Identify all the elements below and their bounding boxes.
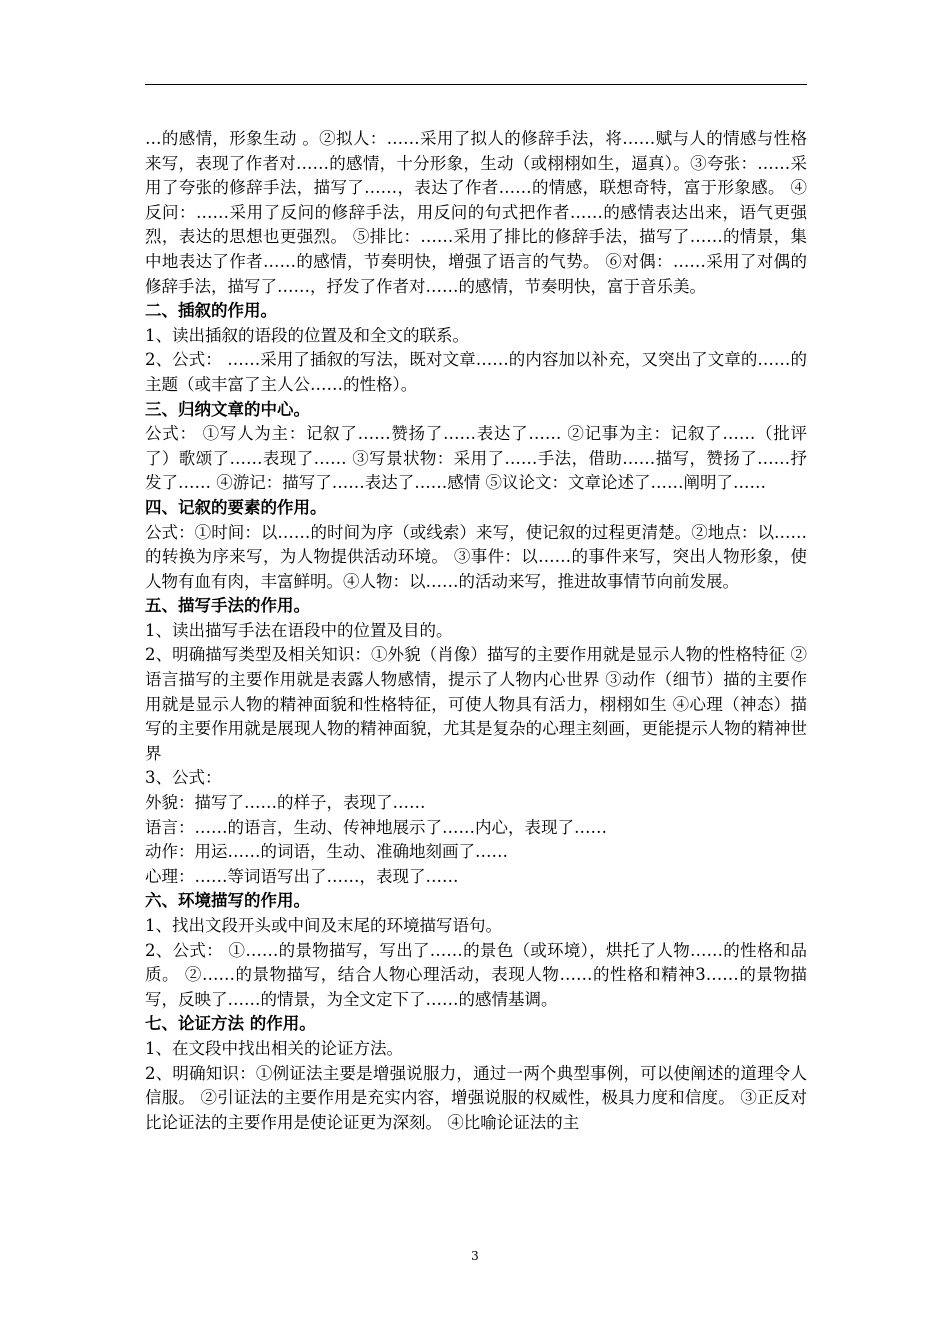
header-rule (145, 84, 807, 85)
paragraph-formula-language: 语言：……的语言，生动、传神地展示了……内心，表现了…… (145, 817, 607, 837)
heading-description-methods: 五、描写手法的作用。 (145, 596, 310, 616)
heading-narrative-elements: 四、记叙的要素的作用。 (145, 497, 327, 517)
heading-argument-methods: 七、论证方法 的作用。 (145, 1014, 316, 1034)
paragraph-flashback-formula: 2、公式： ……采用了插叙的写法，既对文章……的内容加以补充，又突出了文章的……的主题（或丰富了主人公……的性格）。 (145, 350, 807, 394)
paragraph-argument-step1: 1、在文段中找出相关的论证方法。 (145, 1038, 403, 1058)
page-number: 3 (471, 1249, 479, 1263)
paragraph-formula-appearance: 外貌：描写了……的样子，表现了…… (145, 793, 426, 813)
paragraph-description-step3: 3、公式： (145, 768, 222, 788)
paragraph-flashback-step1: 1、读出插叙的语段的位置及和全文的联系。 (145, 325, 469, 345)
heading-flashback: 二、插叙的作用。 (145, 301, 277, 321)
paragraph-formula-psychology: 心理：……等词语写出了……，表现了…… (145, 866, 459, 886)
paragraph-environment-step1: 1、找出文段开头或中间及末尾的环境描写语句。 (145, 916, 502, 935)
paragraph-description-step1: 1、读出描写手法在语段中的位置及目的。 (145, 620, 453, 640)
heading-environment: 六、环境描写的作用。 (145, 891, 310, 911)
heading-central-idea: 三、归纳文章的中心。 (145, 399, 310, 419)
paragraph-argument-step2: 2、明确知识：①例证法主要是增强说服力，通过一两个典型事例，可以使阐述的道理令人信服。 ②引证法的主要作用是充实内容，增强说服的权威性，极具力度和信度。 ③正反对比论证法的主要作用是使论证更为深刻。 ④比喻论证法的主 (145, 1063, 807, 1132)
page-body (145, 127, 807, 1135)
paragraph-rhetoric-continued: …的感情，形象生动 。②拟人：……采用了拟人的修辞手法，将……赋与人的情感与性格来写，表现了作者对……的感情，十分形象，生动（或栩栩如生，逼真）。③夸张：……采用了夸张的修辞手法，描写了……，表达了作者……的情感，联想奇特，富于形象感。 ④反问：……采用了反问的修辞手法，用反问的句式把作者……的感情表达出来，语气更强烈，表达的思想也更强烈。 ⑤排比：……采用了排比的修辞手法，描写了……的情景，集中地表达了作者……的感情，节奏明快，增强了语言的气势。 ⑥对偶：……采用了对偶的修辞手法，描写了……，抒发了作者对……的感情，节奏明快，富于音乐美。 (145, 129, 807, 296)
paragraph-description-step2: 2、明确描写类型及相关知识：①外貌（肖像）描写的主要作用就是显示人物的性格特征 ②语言描写的主要作用就是表露人物感情，提示了人物内心世界 ③动作（细节）描的主要作用就是显示人物的精神面貌和性格特征，可使人物具有活力，栩栩如生 ④心理（神态）描写的主要作用就是展现人物的精神面貌，尤其是复杂的心理主刻画，更能提示人物的精神世界 (145, 645, 807, 763)
paragraph-central-idea-formula: 公式： ①写人为主：记叙了……赞扬了……表达了…… ②记事为主：记叙了……（批评了）歌颂了……表现了…… ③写景状物：采用了……手法，借助……描写，赞扬了……抒发了…… ④游记：描写了……表达了……感情 ⑤议论文：文章论述了……阐明了…… (145, 424, 807, 493)
paragraph-narrative-elements-formula: 公式：①时间：以……的时间为序（或线索）来写，使记叙的过程更清楚。②地点：以……的转换为序来写，为人物提供活动环境。 ③事件：以……的事件来写，突出人物形象，使人物有血有肉，丰富鲜明。④人物：以……的活动来写，推进故事情节向前发展。 (145, 522, 807, 591)
paragraph-formula-action: 动作：用运……的词语，生动、准确地刻画了…… (145, 842, 508, 862)
paragraph-environment-formula: 2、公式： ①……的景物描写，写出了……的景色（或环境），烘托了人物……的性格和品质。 ②……的景物描写，结合人物心理活动，表现人物……的性格和精神3……的景物描写，反映了……的情景，为全文定下了……的感情基调。 (145, 940, 807, 1009)
